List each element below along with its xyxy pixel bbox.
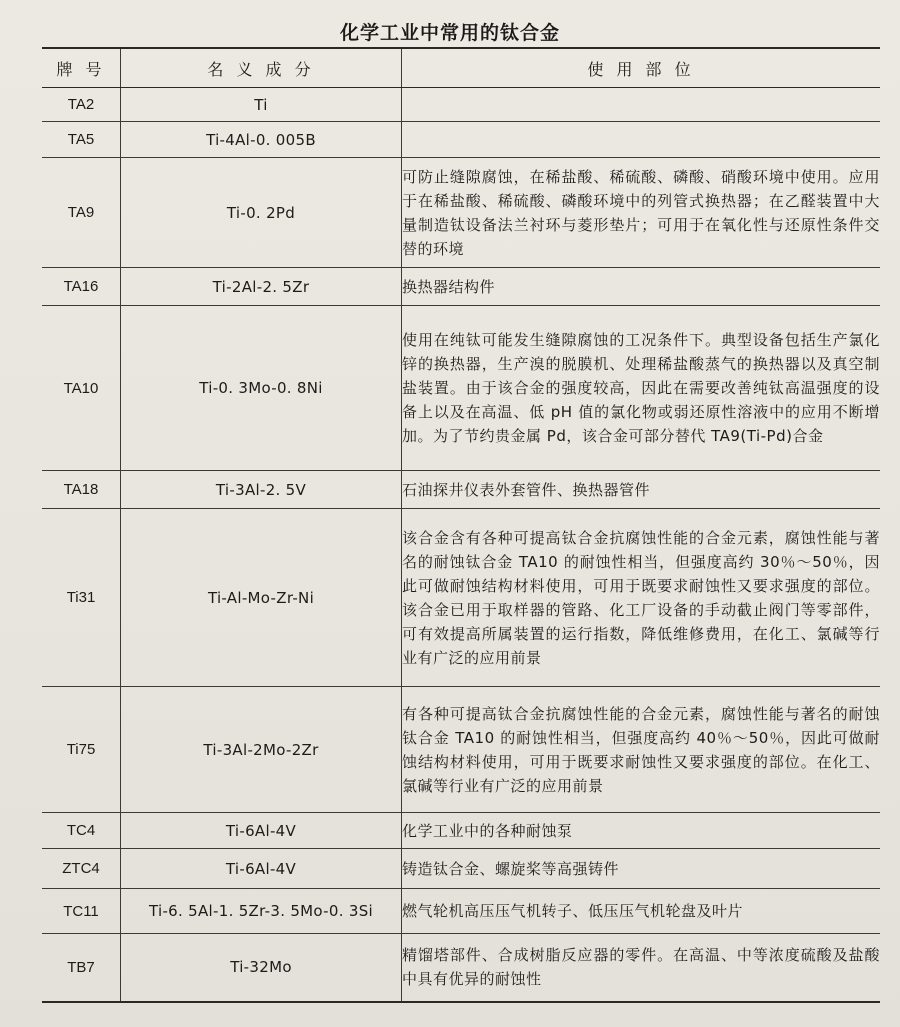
cell-usage: 换热器结构件 (402, 268, 881, 306)
table-row (42, 509, 880, 687)
cell-usage: 铸造钛合金、螺旋桨等高强铸件 (402, 849, 881, 889)
table-row (42, 268, 880, 306)
cell-usage (402, 122, 881, 158)
cell-grade: TB7 (42, 934, 121, 1002)
cell-grade: TA18 (42, 471, 121, 509)
cell-usage: 化学工业中的各种耐蚀泵 (402, 813, 881, 849)
cell-grade: Ti31 (42, 509, 121, 687)
cell-usage: 有各种可提高钛合金抗腐蚀性能的合金元素，腐蚀性能与著名的耐蚀钛合金 TA10 的耐蚀性相当，但强度高约 40％～50％，因此可做耐蚀结构材料使用，可用于既要求耐蚀性又要求强度的部位。在化工、氯碱等行业有广泛的应用前景 (402, 687, 881, 813)
cell-composition: Ti-3Al-2Mo-2Zr (121, 687, 402, 813)
cell-grade: TC4 (42, 813, 121, 849)
table-header-row (42, 48, 880, 88)
table-row (42, 889, 880, 934)
table-row (42, 934, 880, 1002)
cell-grade: TA9 (42, 158, 121, 268)
cell-grade: ZTC4 (42, 849, 121, 889)
table-row (42, 687, 880, 813)
cell-usage: 石油探井仪表外套管件、换热器管件 (402, 471, 881, 509)
cell-grade: TA5 (42, 122, 121, 158)
table-row (42, 158, 880, 268)
table-row (42, 122, 880, 158)
cell-usage: 可防止缝隙腐蚀，在稀盐酸、稀硫酸、磷酸、硝酸环境中使用。应用于在稀盐酸、稀硫酸、磷酸环境中的列管式换热器；在乙醛装置中大量制造钛设备法兰衬环与菱形垫片；可用于在氧化性与还原性条件交替的环境 (402, 158, 881, 268)
cell-grade: TA2 (42, 88, 121, 122)
cell-composition: Ti-6Al-4V (121, 813, 402, 849)
cell-composition: Ti-4Al-0. 005B (121, 122, 402, 158)
cell-composition: Ti-0. 2Pd (121, 158, 402, 268)
table-row (42, 849, 880, 889)
cell-composition: Ti-2Al-2. 5Zr (121, 268, 402, 306)
cell-grade: TC11 (42, 889, 121, 934)
table-row (42, 88, 880, 122)
cell-composition: Ti-32Mo (121, 934, 402, 1002)
table-row (42, 471, 880, 509)
cell-usage: 该合金含有各种可提高钛合金抗腐蚀性能的合金元素，腐蚀性能与著名的耐蚀钛合金 TA10 的耐蚀性相当，但强度高约 30％～50％，因此可做耐蚀结构材料使用，可用于既要求耐蚀性又要求强度的部位。该合金已用于取样器的管路、化工厂设备的手动截止阀门等零部件，可有效提高所属装置的运行指数，降低维修费用，在化工、氯碱等行业有广泛的应用前景 (402, 509, 881, 687)
header-usage: 使 用 部 位 (402, 48, 881, 88)
cell-usage: 精馏塔部件、合成树脂反应器的零件。在高温、中等浓度硫酸及盐酸中具有优异的耐蚀性 (402, 934, 881, 1002)
cell-composition: Ti-6Al-4V (121, 849, 402, 889)
cell-grade: TA16 (42, 268, 121, 306)
cell-composition: Ti-Al-Mo-Zr-Ni (121, 509, 402, 687)
cell-grade: TA10 (42, 306, 121, 471)
titanium-alloy-table (42, 47, 880, 1003)
cell-composition: Ti-3Al-2. 5V (121, 471, 402, 509)
cell-usage: 使用在纯钛可能发生缝隙腐蚀的工况条件下。典型设备包括生产氯化锌的换热器，生产溴的脱膜机、处理稀盐酸蒸气的换热器以及真空制盐装置。由于该合金的强度较高，因此在需要改善纯钛高温强度的设备上以及在高温、低 pH 值的氯化物或弱还原性溶液中的应用不断增加。为了节约贵金属 Pd，该合金可部分替代 TA9(Ti-Pd)合金 (402, 306, 881, 471)
cell-usage: 燃气轮机高压压气机转子、低压压气机轮盘及叶片 (402, 889, 881, 934)
cell-composition: Ti (121, 88, 402, 122)
cell-composition: Ti-0. 3Mo-0. 8Ni (121, 306, 402, 471)
cell-grade: Ti75 (42, 687, 121, 813)
table-row (42, 306, 880, 471)
header-grade: 牌 号 (42, 48, 121, 88)
cell-composition: Ti-6. 5Al-1. 5Zr-3. 5Mo-0. 3Si (121, 889, 402, 934)
table-row (42, 813, 880, 849)
table-title: 化学工业中常用的钛合金 (339, 22, 560, 44)
header-composition: 名 义 成 分 (121, 48, 402, 88)
cell-usage (402, 88, 881, 122)
